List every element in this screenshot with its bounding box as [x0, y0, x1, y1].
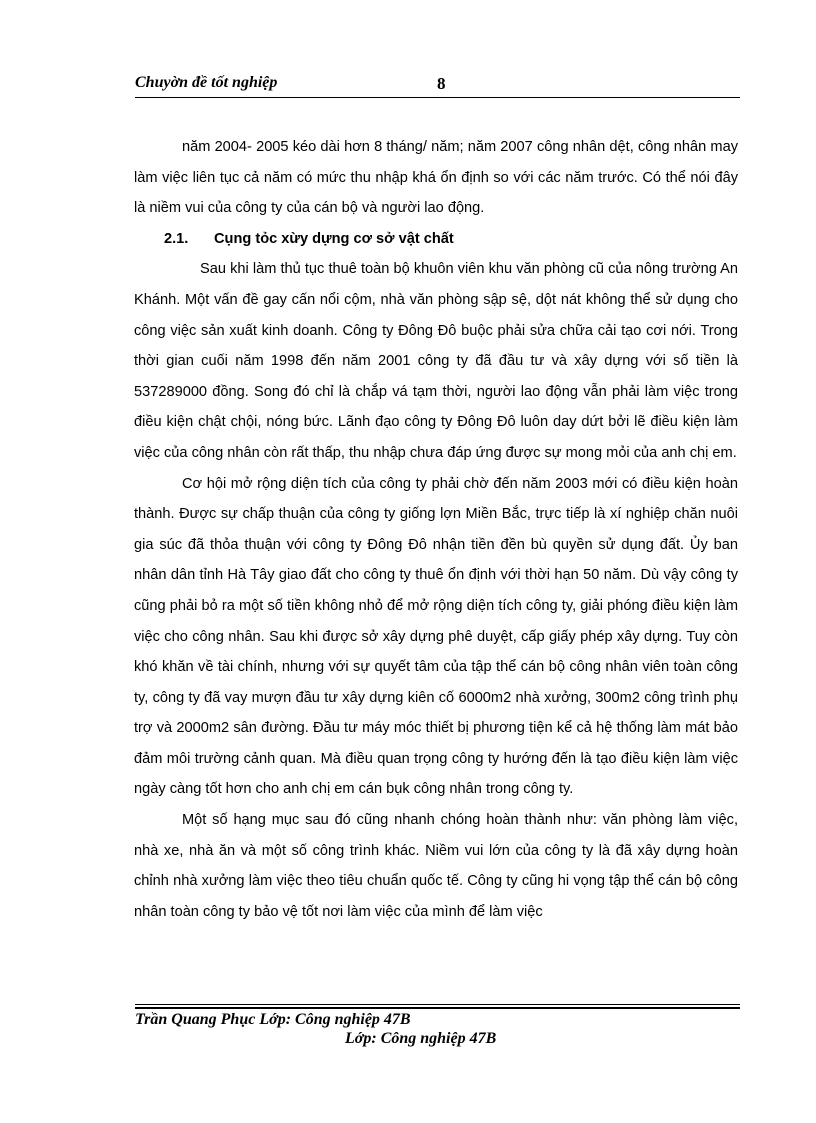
page-number: 8 [437, 74, 446, 93]
paragraph-2: Sau khi làm thủ tục thuê toàn bộ khuôn viên khu văn phòng cũ của nông trường An Khánh. Một vấn đề gay cấn nổi cộm, nhà văn phòng sập sệ, dột nát không thể sử dụng cho công việc sản xuất kinh doanh. Công ty Đông Đô buộc phải sửa chữa cải tạo cơi nới. Trong thời gian cuối năm 1998 đến năm 2001 công ty đã đầu tư và xây dựng với số tiền là 537289000 đồng. Song đó chỉ là chắp vá tạm thời, người lao động vẫn phải làm việc trong điều kiện chật chội, nóng bức. Lãnh đạo công ty Đông Đô luôn day dứt bởi lẽ điều kiện làm việc của công nhân còn rất thấp, thu nhập chưa đáp ứng được sự mong mỏi của anh chị em. [134, 261, 738, 461]
page-header [135, 74, 740, 96]
footer-class: Lớp: Công nghiệp 47B [345, 1030, 497, 1047]
paragraph-3: Cơ hội mở rộng diện tích của công ty phải chờ đến năm 2003 mới có điều kiện hoàn thành. Được sự chấp thuận của công ty giống lợn Miền Bắc, trực tiếp là xí nghiệp chăn nuôi gia súc đã thỏa thuận với công ty Đông Đô nhận tiền đền bù quyền sử dụng đất. Ủy ban nhân dân tỉnh Hà Tây giao đất cho công ty thuê ổn định với thời hạn 50 năm. Dù vậy công ty cũng phải bỏ ra một số tiền không nhỏ để mở rộng diện tích công ty, giải phóng điều kiện làm việc cho công nhân. Sau khi được sở xây dựng phê duyệt, cấp giấy phép xây dựng. Tuy còn khó khăn về tài chính, nhưng với sự quyết tâm của tập thể cán bộ công nhân viên toàn công ty, công ty đã vay mượn đầu tư xây dựng kiên cố 6000m2 nhà xưởng, 300m2 công trình phụ trợ và 2000m2 sân đường. Đầu tư máy móc thiết bị phương tiện kể cả hệ thống làm mát bảo đảm môi trường cảnh quan. Mà điều quan trọng công ty hướng đến là tạo điều kiện làm việc ngày càng tốt hơn cho anh chị em cán bụk công nhân trong công ty. [134, 475, 738, 798]
footer-rule-thick [135, 1007, 740, 1009]
paragraph-4: Một số hạng mục sau đó cũng nhanh chóng hoàn thành như: văn phòng làm việc, nhà xe, nhà ăn và một số công trình khác. Niềm vui lớn của công ty là đã xây dựng hoàn chỉnh nhà xưởng làm việc theo tiêu chuẩn quốc tế. Công ty cũng hi vọng tập thể cán bộ công nhân toàn công ty bảo vệ tốt nơi làm việc của mình để làm việc [134, 812, 738, 920]
section-heading [134, 224, 738, 255]
footer-author: Trần Quang Phục Lớp: Công nghiệp 47B [135, 1011, 411, 1028]
header-rule [135, 97, 740, 98]
section-title: Cụng tỏc xừy dựng cơ sở vật chất [214, 230, 454, 247]
header-title: Chuyờn đề tốt nghiệp [135, 74, 278, 91]
document-body [134, 132, 738, 927]
section-number: 2.1. [164, 230, 189, 247]
paragraph-1: năm 2004- 2005 kéo dài hơn 8 tháng/ năm; năm 2007 công nhân dệt, công nhân may làm việc liên tục cả năm có mức thu nhập khá ổn định so với các năm trước. Có thể nói đây là niềm vui của công ty của cán bộ và người lao động. [134, 139, 738, 217]
footer-rule-thin [135, 1004, 740, 1005]
